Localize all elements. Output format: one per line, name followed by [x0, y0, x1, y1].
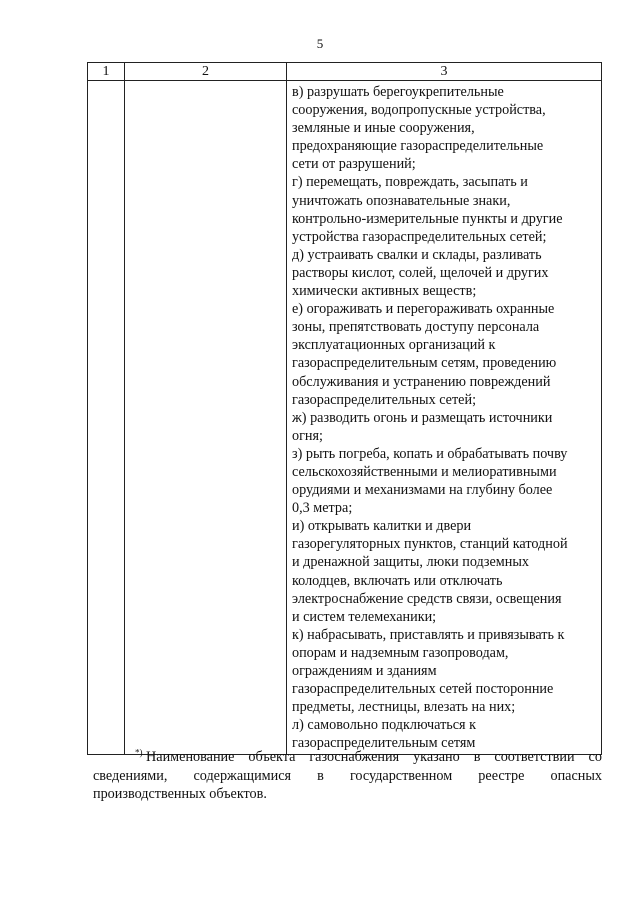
table-text-line: к) набрасывать, приставлять и привязывать к: [292, 626, 565, 643]
table-text-line: контрольно-измерительные пункты и другие: [292, 210, 563, 227]
table-text-line: сельскохозяйственными и мелиоративными: [292, 463, 557, 480]
footnote-word: со: [588, 749, 602, 765]
table-text-line: газораспределительным сетям, проведению: [292, 355, 557, 372]
table-text-line: колодцев, включать или отключать: [292, 572, 503, 589]
table-header-col-2: 2: [125, 63, 287, 81]
table-row: [88, 81, 602, 755]
footnote-word: объекта: [248, 749, 296, 765]
table-text-line: и дренажной защиты, люки подземных: [292, 554, 529, 571]
table-text-line: и) открывать калитки и двери: [292, 518, 472, 535]
footnote-text-end: производственных объектов.: [93, 786, 267, 802]
table-text-line: газораспределительных сетей посторонние: [292, 681, 554, 698]
page-number: 5: [316, 36, 324, 51]
footnote: [93, 748, 602, 804]
table-text-line: предохраняющие газораспределительные: [292, 138, 544, 155]
table-text-line: в) разрушать берегоукрепительные: [292, 84, 504, 100]
table-text-line: электроснабжение средств связи, освещения: [292, 590, 562, 607]
footnote-word: указано: [413, 749, 460, 765]
table-text-line: сооружения, водопропускные устройства,: [292, 102, 546, 119]
table-text-line: и систем телемеханики;: [292, 608, 437, 625]
table-text-line: предметы, лестницы, влезать на них;: [292, 699, 516, 716]
footnote-word: в: [317, 767, 324, 784]
table-text-line: опорам и надземным газопроводам,: [292, 644, 509, 661]
table-text-line: зоны, препятствовать доступу персонала: [292, 319, 540, 336]
table-text-line: сети от разрушений;: [292, 156, 416, 173]
table-header-col-3: 3: [287, 63, 602, 81]
table-text-line: земляные и иные сооружения,: [292, 120, 475, 137]
footnote-line-3: [93, 785, 602, 804]
footnote-line-1: [93, 748, 602, 767]
footnote-word: сведениями,: [93, 767, 168, 784]
footnote-word: газоснабжения: [309, 749, 400, 765]
footnote-word: в: [473, 749, 481, 765]
table-text-line: орудиями и механизмами на глубину более: [292, 482, 553, 499]
table-header-col-1: 1: [88, 63, 125, 81]
table-text-line: л) самовольно подключаться к: [292, 717, 477, 734]
table-cell-col-3: [287, 81, 602, 755]
footnote-word: реестре: [478, 767, 525, 784]
footnote-line-2: [93, 767, 602, 786]
table-text-line: уничтожать опознавательные знаки,: [292, 192, 511, 209]
table-text-line: ограждениям и зданиям: [292, 663, 437, 679]
footnote-word: соответствии: [494, 749, 575, 765]
table-text-line: растворы кислот, солей, щелочей и других: [292, 264, 549, 281]
table-text-line: газораспределительным сетям: [292, 735, 476, 752]
table-text-line: газорегуляторных пунктов, станций катодной: [292, 536, 568, 553]
table-text-line: д) устраивать свалки и склады, разливать: [292, 246, 542, 263]
table-text-line: эксплуатационных организаций к: [292, 337, 496, 354]
footnote-word: содержащимися: [193, 767, 292, 784]
table-text-line: 0,3 метра;: [292, 500, 353, 517]
table-text-line: е) огораживать и перегораживать охранные: [292, 301, 555, 318]
table-text-line: устройства газораспределительных сетей;: [292, 228, 547, 245]
table-cell-col-1: [88, 81, 125, 755]
table-text-line: газораспределительных сетей;: [292, 391, 477, 408]
footnote-marker: *): [135, 747, 143, 758]
table-text-line: з) рыть погреба, копать и обрабатывать почву: [292, 445, 568, 462]
footnote-word: *) Наименование: [135, 747, 235, 765]
table-text-line: обслуживания и устранению повреждений: [292, 373, 551, 390]
table-text-line: огня;: [292, 427, 323, 444]
table-header-row: [88, 63, 602, 81]
table-text-line: ж) разводить огонь и размещать источники: [292, 409, 553, 426]
footnote-word: опасных: [550, 767, 602, 784]
footnote-word: государственном: [349, 767, 453, 784]
table-text-line: г) перемещать, повреждать, засыпать и: [292, 174, 528, 191]
table-text-line: химически активных веществ;: [292, 283, 477, 300]
